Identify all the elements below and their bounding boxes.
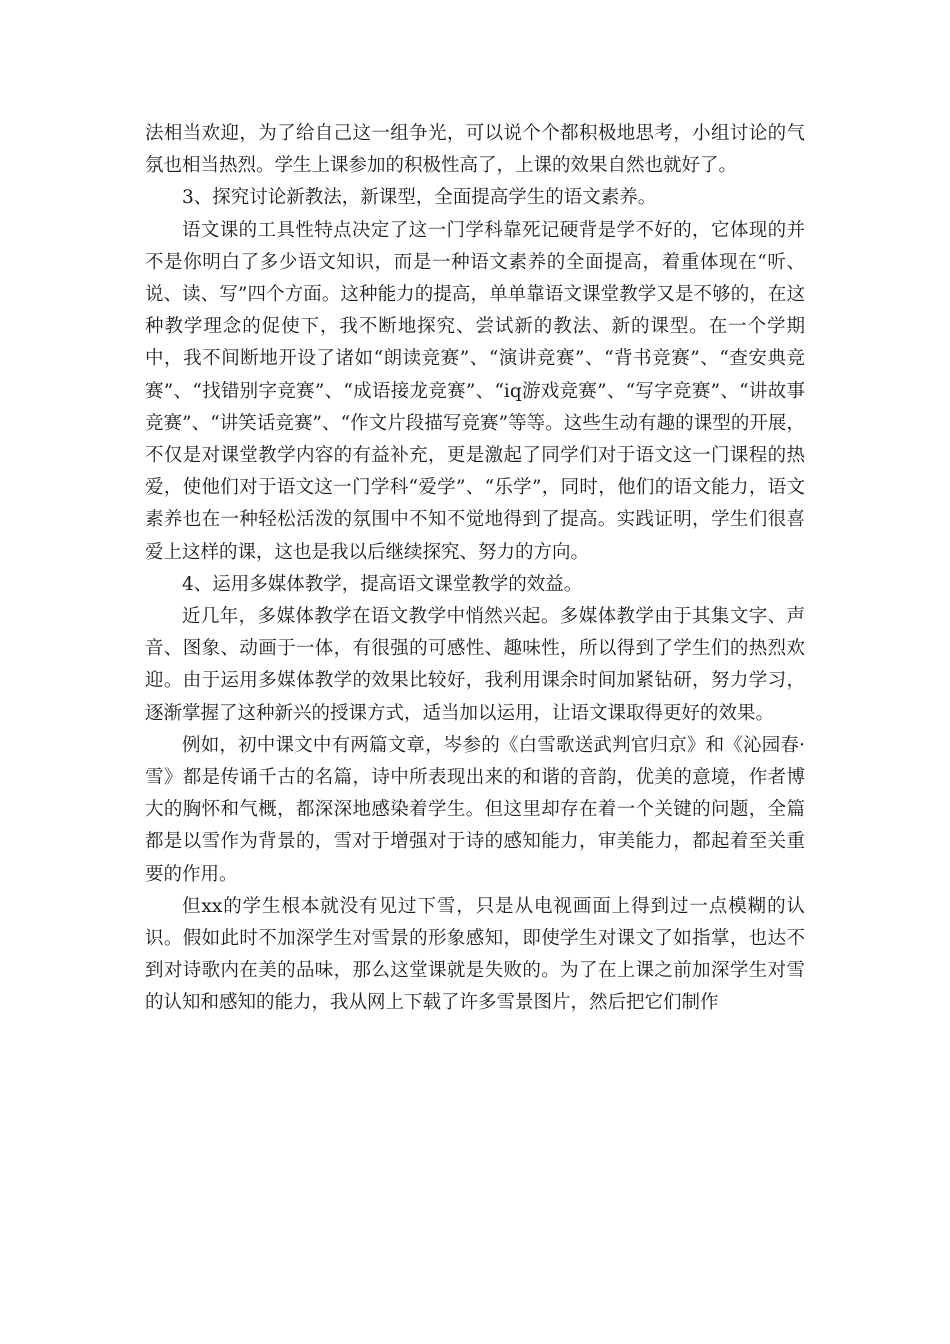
paragraph-5: 近几年，多媒体教学在语文教学中悄然兴起。多媒体教学由于其集文字、声音、图象、动画于一体，有很强的可感性、趣味性，所以得到了学生们的热烈欢迎。由于运用多媒体教学的效果比较好，我利用课余时间加紧钻研，努力学习，逐渐掌握了这种新兴的授课方式，适当加以运用，让语文课取得更好的效果。 (145, 606, 805, 724)
section-heading-4: 4、运用多媒体教学，提高语文课堂教学的效益。 (182, 573, 583, 595)
paragraph-3: 语文课的工具性特点决定了这一门学科靠死记硬背是学不好的，它体现的并不是你明白了多少语文知识，而是一种语文素养的全面提高，着重体现在“听、说、读、写”四个方面。这种能力的提高，单单靠语文课堂教学又是不够的，在这种教学理念的促使下，我不断地探究、尝试新的教法、新的课型。在一个学期中，我不间断地开设了诸如“朗读竞赛”、“演讲竞赛”、“背书竞赛”、“查安典竞赛”、“找错别字竞赛”、“成语接龙竞赛”、“iq游戏竞赛”、“写字竞赛”、“讲故事竞赛”、“讲笑话竞赛”、“作文片段描写竞赛”等等。这些生动有趣的课型的开展，不仅是对课堂教学内容的有益补充，更是激起了同学们对于语文这一门课程的热爱，使他们对于语文这一门学科“爱学”、“乐学”，同时，他们的语文能力，语文素养也在一种轻松活泼的氛围中不知不觉地得到了提高。实践证明，学生们很喜爱上这样的课，这也是我以后继续探究、努力的方向。 (145, 219, 805, 563)
paragraph-1: 法相当欢迎，为了给自己这一组争光，可以说个个都积极地思考，小组讨论的气氛也相当热烈。学生上课参加的积极性高了，上课的效果自然也就好了。 (145, 123, 805, 177)
document-body (145, 118, 805, 1020)
paragraph-7: 但xx的学生根本就没有见过下雪，只是从电视画面上得到过一点模糊的认识。假如此时不加深学生对雪景的形象感知，即使学生对课文了如指掌，也达不到对诗歌内在美的品味，那么这堂课就是失败的。为了在上课之前加深学生对雪的认知和感知的能力，我从网上下载了许多雪景图片，然后把它们制作 (145, 895, 805, 1014)
section-heading-3: 3、探究讨论新教法，新课型，全面提高学生的语文素养。 (182, 187, 657, 209)
paragraph-6: 例如，初中课文中有两篇文章，岑参的《白雪歌送武判官归京》和《沁园春·雪》都是传诵千古的名篇，诗中所表现出来的和谐的音韵，优美的意境，作者博大的胸怀和气概，都深深地感染着学生。但这里却存在着一个关键的问题，全篇都是以雪作为背景的，雪对于增强对于诗的感知能力，审美能力，都起着至关重要的作用。 (145, 734, 805, 885)
